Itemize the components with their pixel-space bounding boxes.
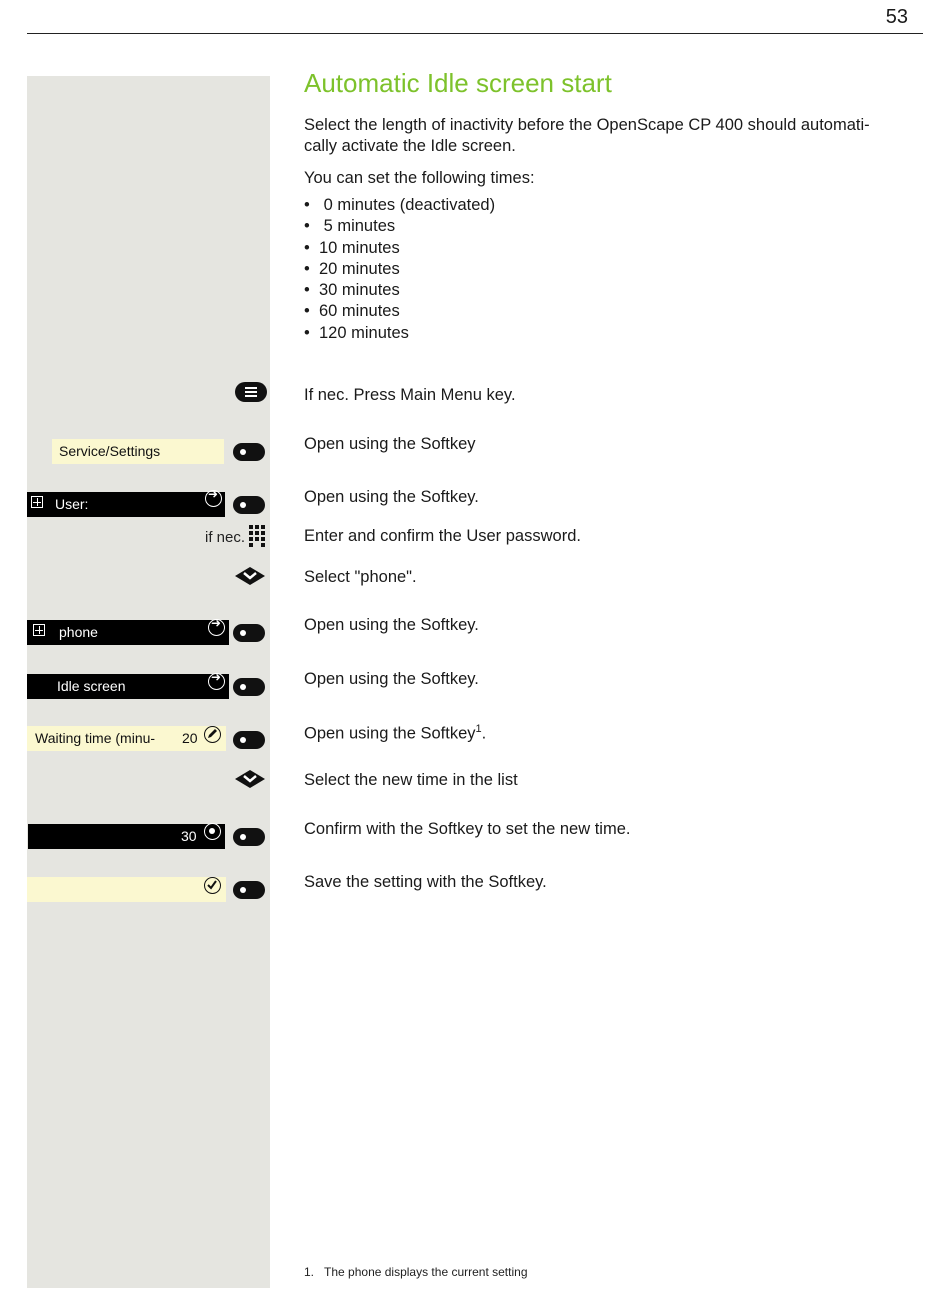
plus-box-icon bbox=[31, 496, 43, 508]
display-user-row[interactable]: User: ➜ bbox=[27, 492, 225, 517]
footnote-ref: 1 bbox=[475, 723, 482, 735]
display-waiting-time-row[interactable]: Waiting time (minu- 20 bbox=[27, 726, 226, 751]
step-service-settings: Open using the Softkey bbox=[304, 435, 476, 453]
times-list bbox=[304, 195, 495, 344]
plus-box-icon bbox=[33, 624, 45, 636]
display-new-value-row[interactable]: 30 bbox=[28, 824, 225, 849]
navigation-key-icon[interactable] bbox=[234, 769, 266, 789]
page-title: Automatic Idle screen start bbox=[304, 68, 612, 98]
navigation-key-icon[interactable] bbox=[234, 566, 266, 586]
page-number: 53 bbox=[885, 6, 908, 28]
list-item: • 0 minutes (deactivated) bbox=[304, 195, 495, 216]
softkey-icon[interactable] bbox=[233, 496, 265, 514]
softkey-icon[interactable] bbox=[233, 678, 265, 696]
step-select-phone: Select "phone". bbox=[304, 568, 417, 586]
list-item: • 30 minutes bbox=[304, 280, 495, 301]
step-idle-screen: Open using the Softkey. bbox=[304, 670, 479, 688]
list-item: • 10 minutes bbox=[304, 238, 495, 259]
main-menu-key-icon[interactable] bbox=[235, 382, 267, 402]
step-save: Save the setting with the Softkey. bbox=[304, 873, 547, 891]
if-nec-label: if nec. bbox=[205, 529, 246, 546]
select-dot-icon bbox=[204, 823, 221, 840]
step-waiting-time: Open using the Softkey$^1$. bbox=[304, 723, 487, 743]
intro-paragraph: Select the length of inactivity before the OpenScape CP 400 should automati- cally activate the Idle screen. bbox=[304, 116, 870, 155]
times-lead: You can set the following times: bbox=[304, 169, 535, 187]
softkey-icon[interactable] bbox=[233, 881, 265, 899]
checkmark-icon bbox=[204, 877, 221, 894]
step-password: Enter and confirm the User password. bbox=[304, 527, 581, 545]
softkey-icon[interactable] bbox=[233, 624, 265, 642]
header-rule bbox=[27, 33, 923, 34]
step-main-menu: If nec. Press Main Menu key. bbox=[304, 386, 516, 404]
step-select-time: Select the new time in the list bbox=[304, 771, 518, 789]
list-item: • 5 minutes bbox=[304, 216, 495, 237]
softkey-icon[interactable] bbox=[233, 828, 265, 846]
display-idle-screen-row[interactable]: Idle screen ➜ bbox=[27, 674, 229, 699]
arrow-right-icon: ➜ bbox=[208, 619, 225, 636]
keypad-icon bbox=[249, 525, 267, 549]
softkey-icon[interactable] bbox=[233, 731, 265, 749]
list-item: • 120 minutes bbox=[304, 323, 495, 344]
step-user: Open using the Softkey. bbox=[304, 488, 479, 506]
pencil-icon bbox=[204, 726, 221, 743]
step-confirm: Confirm with the Softkey to set the new time. bbox=[304, 820, 631, 838]
display-save-row[interactable] bbox=[27, 877, 226, 902]
display-phone-row[interactable]: phone ➜ bbox=[27, 620, 229, 645]
list-item: • 20 minutes bbox=[304, 259, 495, 280]
footnote: 1. The phone displays the current setting bbox=[304, 1265, 528, 1279]
arrow-right-icon: ➜ bbox=[208, 673, 225, 690]
softkey-icon[interactable] bbox=[233, 443, 265, 461]
display-service-settings[interactable]: Service/Settings bbox=[52, 439, 224, 464]
list-item: • 60 minutes bbox=[304, 301, 495, 322]
arrow-right-icon: ➜ bbox=[205, 490, 222, 507]
step-phone: Open using the Softkey. bbox=[304, 616, 479, 634]
